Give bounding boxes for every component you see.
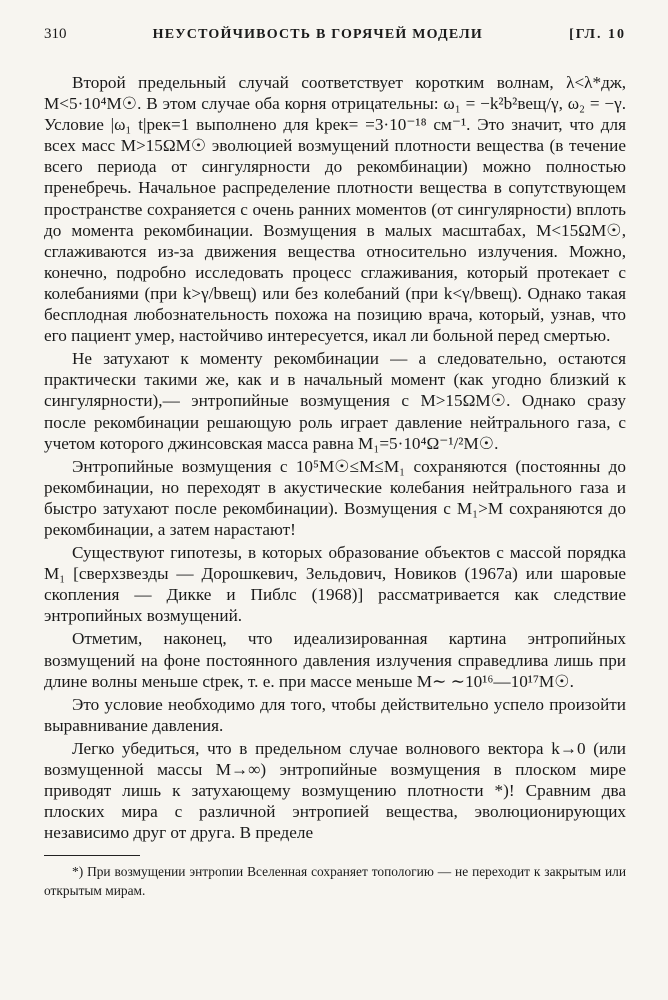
page-number: 310	[44, 26, 67, 42]
footnote-divider	[44, 855, 140, 856]
paragraph: Не затухают к моменту рекомбинации — а следовательно, остаются практически такими же, как и в начальный момент (как угодно близкий к сингулярности),— энтропийные возмущения с M>15ΩM☉. Однако сразу после рекомбинации решающую роль играет давление нейтрального газа, с учетом которого джинсовская масса равна M₁=5·10⁴Ω⁻¹/²M☉.	[44, 349, 626, 453]
chapter-marker: [ГЛ. 10	[569, 27, 626, 42]
page-header	[44, 26, 626, 56]
running-title: НЕУСТОЙЧИВОСТЬ В ГОРЯЧЕЙ МОДЕЛИ	[152, 27, 483, 42]
footnote: *) При возмущении энтропии Вселенная сохраняет топологию — не переходит к закрытым или открытым мирам.	[44, 864, 626, 899]
book-page	[44, 26, 626, 900]
paragraph: Отметим, наконец, что идеализированная картина энтропийных возмущений на фоне постоянного давления излучения справедлива лишь при длине волны меньше ctрек, т. е. при массе меньше M∼ ∼10¹⁶—10¹⁷M☉.	[44, 629, 626, 691]
paragraph: Существуют гипотезы, в которых образование объектов с массой порядка M₁ [сверхзвезды — Дорошкевич, Зельдович, Новиков (1967а) или шаровые скопления — Дикке и Пиблс (1968)] рассматривается как следствие энтропийных возмущений.	[44, 543, 626, 626]
paragraph: Легко убедиться, что в предельном случае волнового вектора k→0 (или возмущенной массы M→∞) энтропийные возмущения в плоском мире приводят лишь к затухающему возмущению плотности *)! Сравним два плоских мира с различной энтропией вещества, эволюционирующих независимо друг от друга. В пределе	[44, 738, 626, 843]
paragraph: Это условие необходимо для того, чтобы действительно успело произойти выравнивание давления.	[44, 694, 626, 735]
paragraph: Энтропийные возмущения с 10⁵M☉≤M≤M₁ сохраняются (постоянны до рекомбинации, но переходят в акустические колебания нейтрального газа и быстро затухают после рекомбинации). Возмущения с M₁>M сохраняются до рекомбинации, а затем нарастают!	[44, 456, 626, 539]
paragraph: Второй предельный случай соответствует коротким волнам, λ<λ*дж, M<5·10⁴M☉. В этом случае оба корня отрицательны: ω₁ = −k²b²вещ/γ, ω₂ = −γ. Условие |ω₁ t|рек=1 выполнено для kрек= =3·10⁻¹⁸ см⁻¹. Это значит, что для всех масс M>15ΩM☉ эволюцией возмущений плотности вещества (в течение всего периода от сингулярности до рекомбинации) можно полностью пренебречь. Начальное распределение плотности вещества в сопутствующем пространстве сохраняется с очень ранних моментов (от сингулярности) вплоть до момента рекомбинации. Возмущения в малых масштабах, M<15ΩM☉, сглаживаются из-за движения вещества относительно излучения. Можно, конечно, подробно исследовать процесс сглаживания, который протекает с колебаниями (при k>γ/bвещ) или без колебаний (при k<γ/bвещ). Однако такая бесплодная любознательность похожа на позицию врача, который, узнав, что его пациент умер, настойчиво интересуется, икал ли больной перед смертью.	[44, 73, 626, 346]
main-text	[44, 72, 626, 843]
